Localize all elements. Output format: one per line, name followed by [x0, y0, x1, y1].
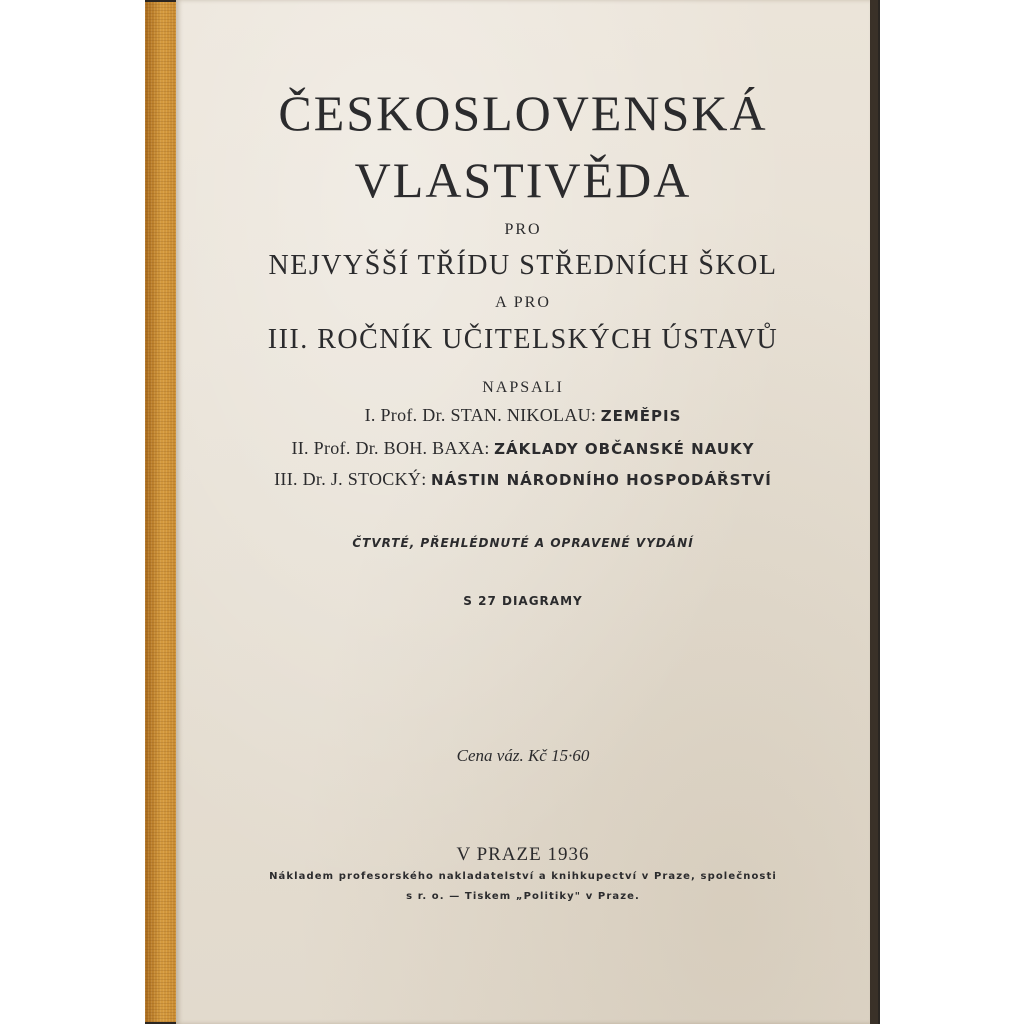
- pro-label: PRO: [504, 221, 542, 238]
- author-line-2: [176, 438, 870, 459]
- audience-line-2: III. ROČNÍK UČITELSKÝCH ÚSTAVŮ: [267, 324, 779, 355]
- author-name: I. Prof. Dr. STAN. NIKOLAU:: [364, 405, 597, 425]
- author-line-1: [176, 405, 870, 426]
- author-subject: NÁSTIN NÁRODNÍHO HOSPODÁŘSTVÍ: [431, 471, 772, 489]
- a-pro-label: A PRO: [495, 294, 551, 311]
- imprint-line-2: s r. o. — Tiskem „Politiky" v Praze.: [406, 891, 640, 902]
- author-line-3: [176, 469, 870, 490]
- imprint-line-1: Nákladem profesorského nakladatelství a knihkupectví v Praze, společnosti: [269, 871, 777, 882]
- author-subject: ZEMĚPIS: [600, 407, 682, 425]
- place-year: V PRAZE 1936: [456, 844, 590, 865]
- author-subject: ZÁKLADY OBČANSKÉ NAUKY: [494, 440, 755, 458]
- title-line-2: VLASTIVĚDA: [354, 152, 692, 208]
- written-by-label: NAPSALI: [482, 379, 564, 396]
- author-name: III. Dr. J. STOCKÝ:: [274, 469, 427, 489]
- title-line-1: ČESKOSLOVENSKÁ: [278, 85, 768, 141]
- price-label: Cena váz. Kč 15·60: [456, 746, 590, 765]
- edition-note: ČTVRTÉ, PŘEHLÉDNUTÉ A OPRAVENÉ VYDÁNÍ: [352, 536, 694, 550]
- diagrams-note: S 27 DIAGRAMY: [463, 594, 583, 608]
- audience-line-1: NEJVYŠŠÍ TŘÍDU STŘEDNÍCH ŠKOL: [268, 250, 778, 281]
- author-name: II. Prof. Dr. BOH. BAXA:: [291, 438, 490, 458]
